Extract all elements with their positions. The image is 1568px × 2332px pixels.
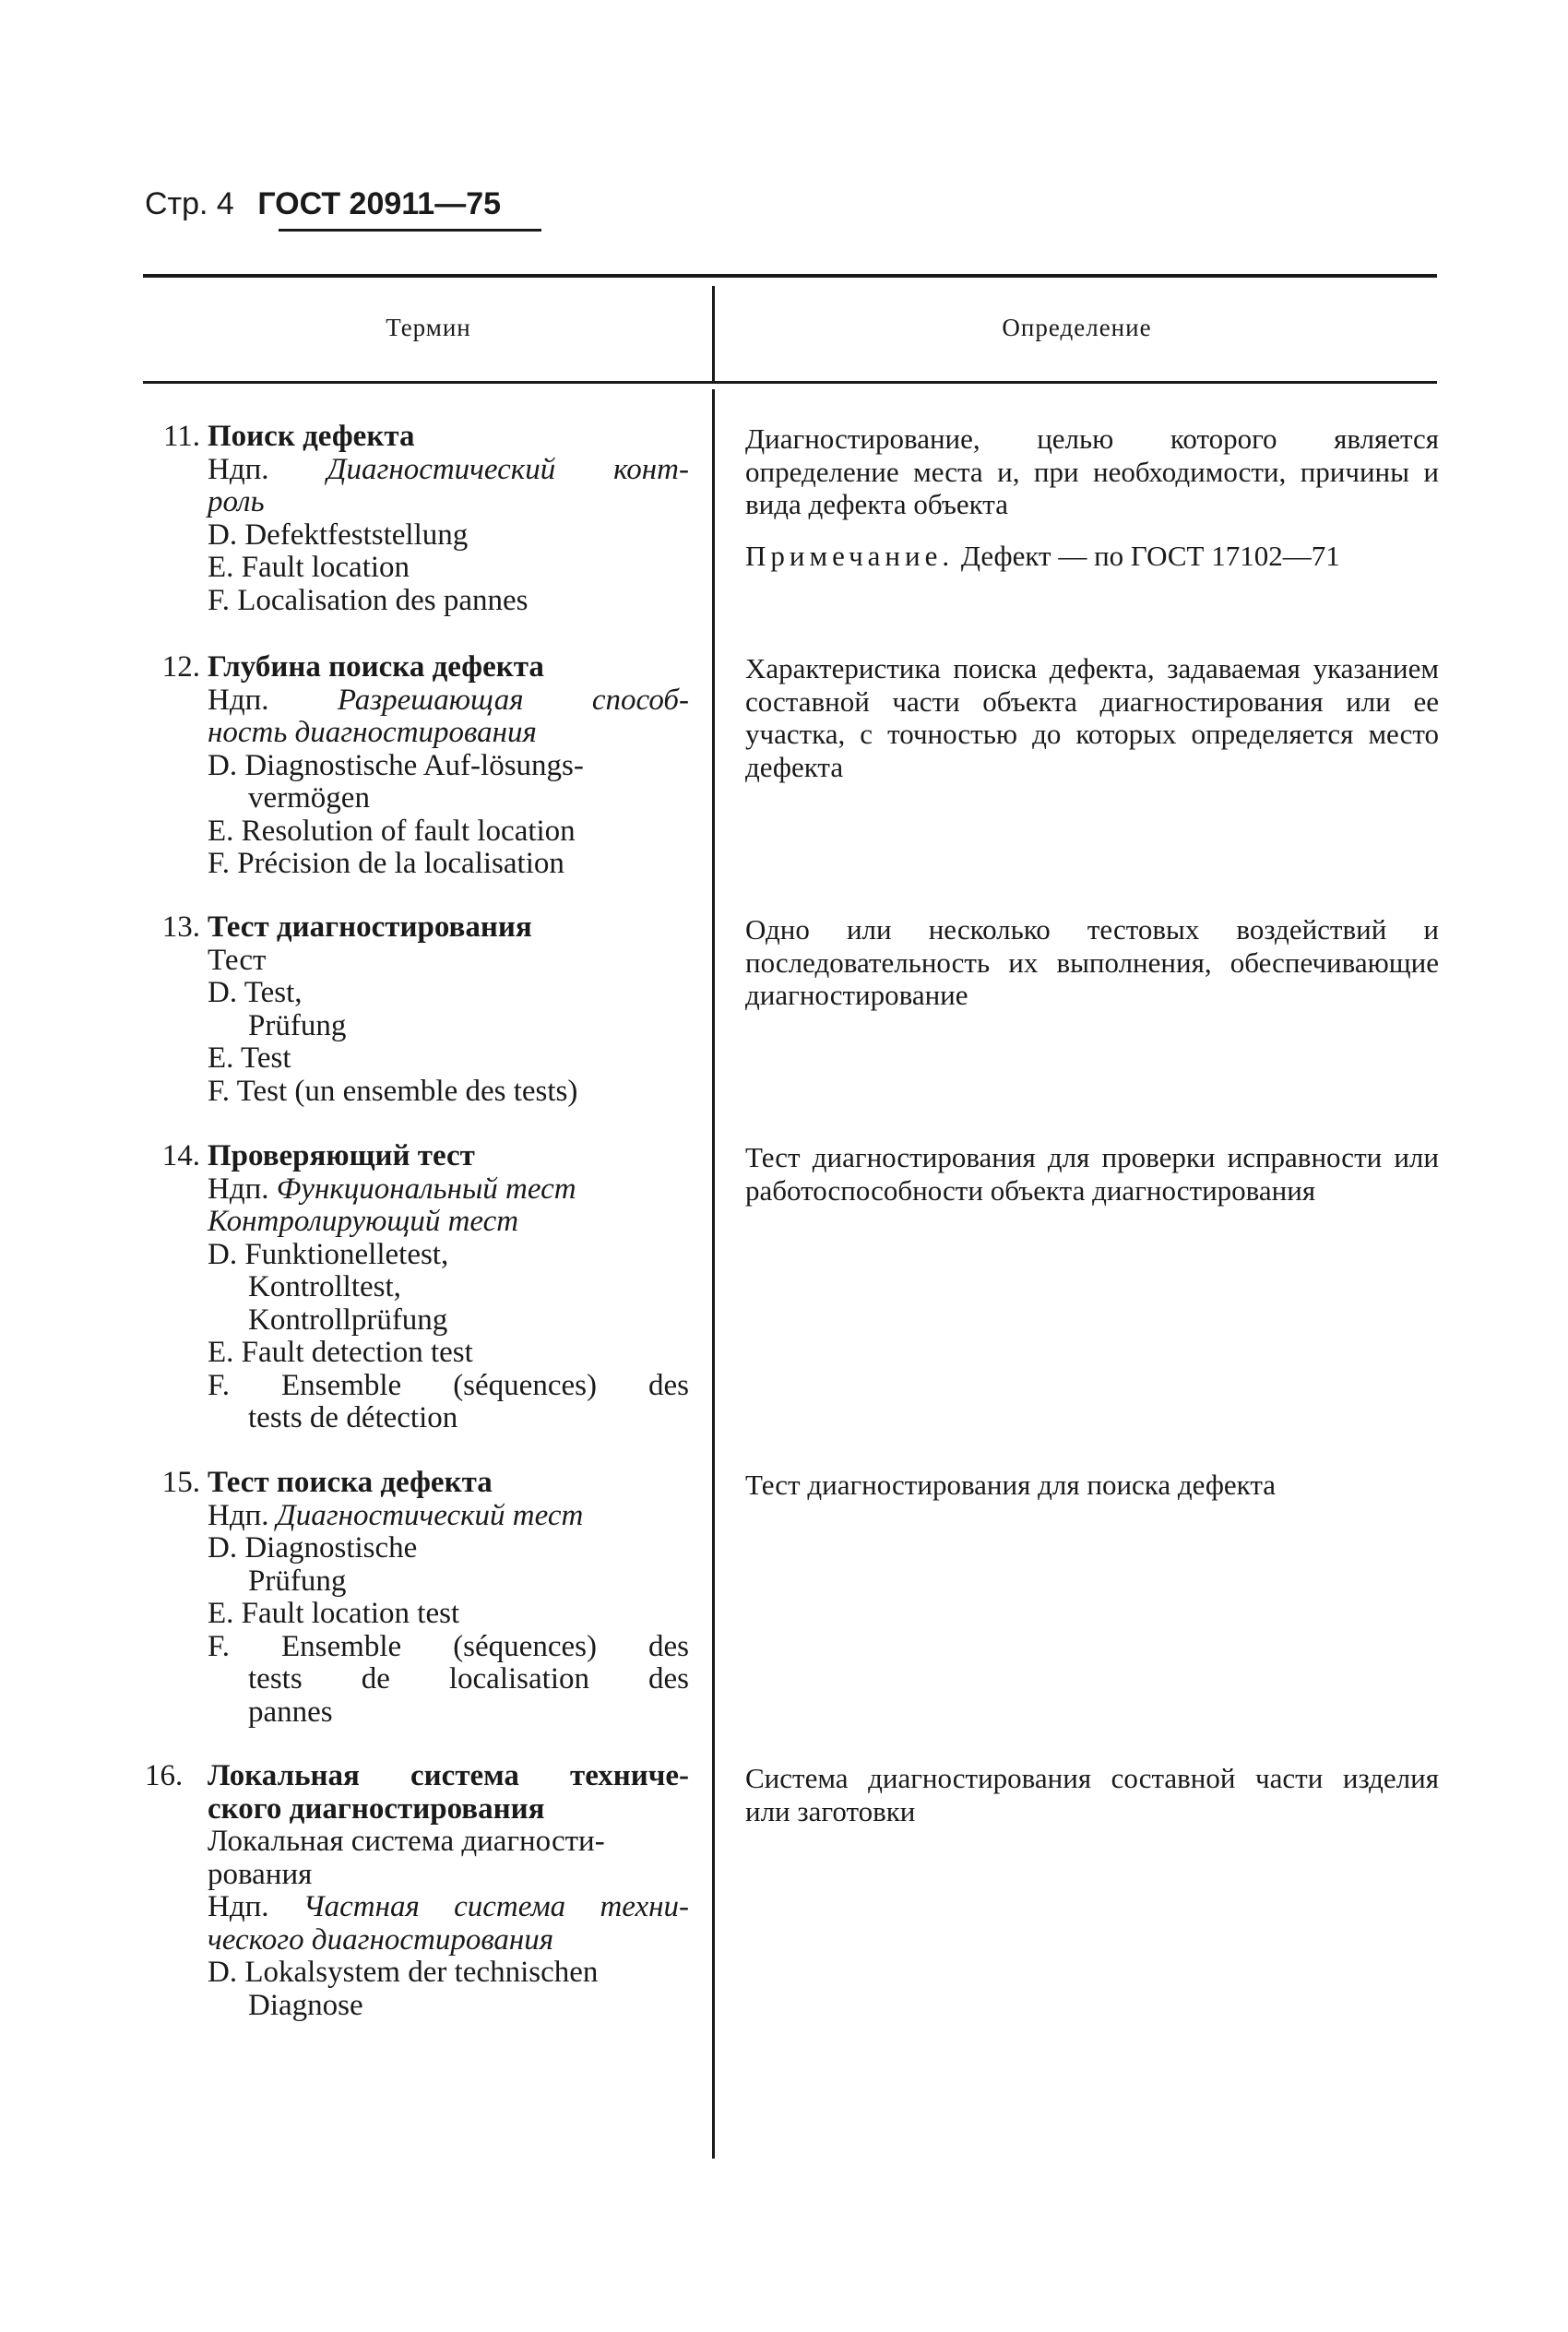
definition-entry-14 [745,1141,1439,1207]
term-entry-13: 13. Тест диагностирования Тест D. Test, Prüfung E. Test F. Test (un ensemble des tests) [145,911,689,1108]
term-number: 12. [161,650,200,684]
term-french: F. Localisation des pannes [208,583,529,617]
term-ndp: Ндп. Частная система техни- [208,1890,689,1923]
term-title: Проверяющий тест [208,1139,475,1172]
definition-entry-12 [745,652,1439,783]
term-english: E. Test [208,1041,291,1075]
term-english: E. Fault location [208,551,410,584]
definition-entry-13 [745,913,1439,1012]
definition-text: Характеристика поиска дефекта, задаваемая указанием составной части объекта диагностирования или ее участка, с точностью до которых определяется место дефекта [745,652,1439,783]
term-ndp: Ндп. Диагностический конт- [208,452,689,486]
definition-entry-11 [745,422,1439,572]
term-english: E. Fault location test [208,1597,460,1630]
definition-text: Одно или несколько тестовых воздействий и последовательность их выполнения, обеспечивающие диагностирование [745,913,1439,1011]
column-header-definition: Определение [1002,314,1152,341]
standard-number: ГОСТ 20911—75 [257,186,502,221]
column-header-term: Термин [386,314,471,341]
term-title: Поиск дефекта [208,420,415,453]
definition-text: Тест диагностирования для поиска дефекта [745,1469,1276,1501]
term-number: 15. [161,1466,200,1499]
column-divider-body [712,389,715,2159]
term-french: F. Précision de la localisation [208,847,564,880]
term-number: 11. [162,420,200,453]
definition-text: Система диагностирования составной части изделия или заготовки [745,1762,1439,1827]
term-ndp: Ндп. Разрешающая способ- [208,683,689,717]
term-german: D. Test, [208,976,303,1009]
term-english: E. Resolution of fault location [208,814,576,848]
definition-entry-15 [745,1469,1439,1502]
term-german: D. Lokalsystem der technischen [208,1956,599,1989]
term-synonym: Тест [208,943,267,977]
term-entry-15: 15. Тест поиска дефекта Ндп. Диагностический тест D. Diagnostische Prüfung E. Fault location test F. Ensemble (séquences) des tests de localisation des pannes [145,1467,689,1729]
term-number: 14. [161,1139,200,1172]
term-synonym: Локальная система диагности- [208,1825,605,1858]
term-ndp: Ндп. Диагностический тест [208,1498,584,1532]
page-header [145,186,501,222]
definition-text: Тест диагностирования для проверки исправности или работоспособности объекта диагностирования [745,1141,1439,1207]
term-ndp: Ндп. Функциональный тест [208,1172,576,1206]
term-english: E. Fault detection test [208,1336,473,1369]
term-title: Тест диагностирования [208,910,532,944]
term-entry-11: 11. Поиск дефекта Ндп. Диагностический конт- роль D. Defektfeststellung E. Fault location F. Localisation des pannes [145,421,689,617]
table-top-rule [143,274,1437,278]
term-french: F. Ensemble (séquences) des [208,1629,689,1663]
term-german: D. Diagnostische Auf-lösungs- [208,748,584,782]
term-french: F. Ensemble (séquences) des [208,1368,689,1402]
definition-text: Диагностирование, целью которого является определение места и, при необходимости, причины и вида дефекта объекта [745,422,1439,520]
term-entry-14: 14. Проверяющий тест Ндп. Функциональный тест Контролирующий тест D. Funktionelletest, Kontrolltest, Kontrollprüfung E. Fault detection test F. Ensemble (séquences) des tests de détection [145,1140,689,1435]
definition-note: Примечание. Дефект — по ГОСТ 17102—71 [745,539,1340,572]
definition-entry-16 [745,1762,1439,1827]
term-german: D. Funktionelletest, [208,1237,449,1271]
term-entry-12: 12. Глубина поиска дефекта Ндп. Разрешающая способ- ность диагностирования D. Diagnostische Auf-lösungs- vermögen E. Resolution of fault location F. Précision de la localisation [145,651,689,881]
header-underline [279,229,541,232]
term-title: Тест поиска дефекта [208,1466,493,1499]
term-number: 13. [161,910,200,944]
term-german: D. Defektfeststellung [208,518,469,552]
term-title: Глубина поиска дефекта [208,650,544,684]
term-german: D. Diagnostische [208,1531,418,1565]
term-entry-16: 16. Локальная система техниче- ского диагностирования Локальная система диагности- рования Ндп. Частная система техни- ческого диагностирования D. Lokalsystem der technischen Diagnose [145,1759,689,2022]
term-title: Локальная система техниче- [208,1759,689,1792]
term-number: 16. [145,1759,184,1792]
table-header-rule [143,381,1437,384]
page-number: Стр. 4 [145,186,234,221]
term-french: F. Test (un ensemble des tests) [208,1074,578,1108]
